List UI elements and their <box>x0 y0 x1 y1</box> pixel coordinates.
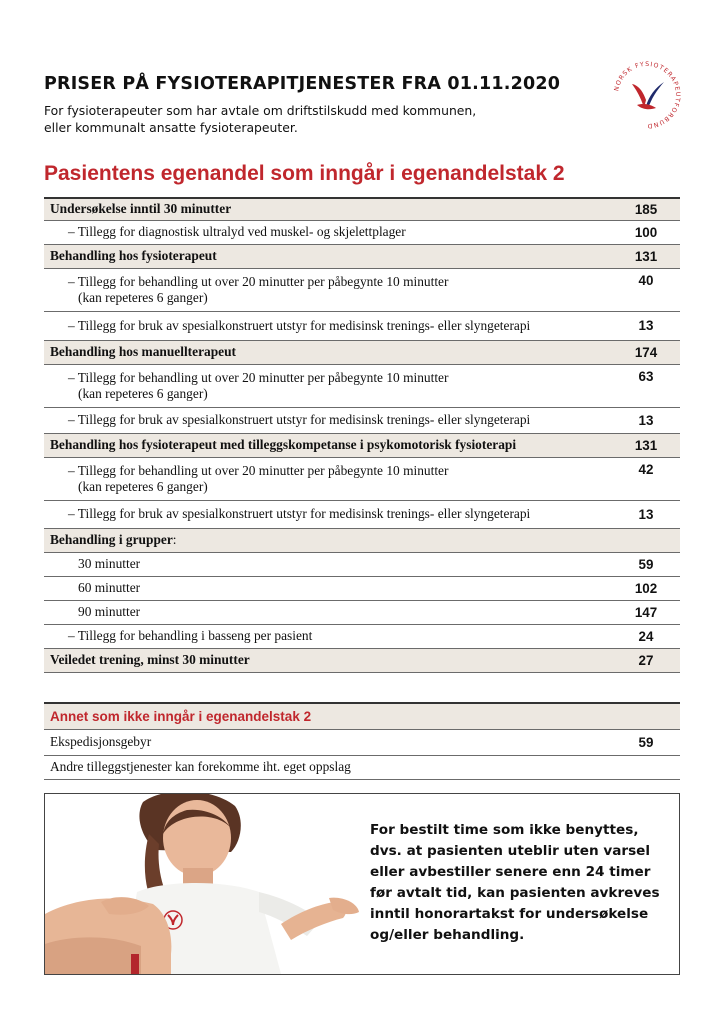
row-price: 40 <box>612 268 680 311</box>
row-price: 131 <box>612 433 680 457</box>
notice-line: dvs. at pasienten uteblir uten varsel <box>370 843 651 859</box>
table-row <box>44 407 680 433</box>
section-title-other: Annet som ikke inngår i egenandelstak 2 <box>44 703 680 729</box>
table-row <box>44 340 680 364</box>
row-label-note: (kan repeteres 6 ganger) <box>78 289 208 305</box>
table-row <box>44 500 680 528</box>
logo-text: NORSK FYSIOTERAPEUTFORBUND <box>613 60 682 130</box>
table-row <box>44 220 680 244</box>
table-row <box>44 729 680 755</box>
other-fees-table <box>44 702 680 780</box>
row-price: 13 <box>612 407 680 433</box>
row-price: 131 <box>612 244 680 268</box>
table-row <box>44 600 680 624</box>
table-row <box>44 552 680 576</box>
row-price <box>612 755 680 779</box>
notice-line: inntil honorartakst for undersøkelse <box>370 906 649 922</box>
table-row <box>44 703 680 729</box>
row-label: Behandling i grupper <box>50 532 173 547</box>
row-price: 42 <box>612 457 680 500</box>
row-label: Andre tilleggstjenester kan forekomme iht. eget oppslag <box>44 755 612 779</box>
row-price: 147 <box>612 600 680 624</box>
row-label: Behandling hos fysioterapeut <box>44 244 612 268</box>
row-label: – Tillegg for bruk av spesialkonstruert utstyr for medisinsk trenings- eller slyngeterapi <box>68 506 531 521</box>
section-title-egenandel: Pasientens egenandel som inngår i egenandelstak 2 <box>44 162 565 185</box>
notice-line: eller avbestiller senere enn 24 timer <box>370 864 651 880</box>
notice-box <box>44 793 680 975</box>
table-row <box>44 198 680 220</box>
page-title: PRISER PÅ FYSIOTERAPITJENESTER FRA 01.11.2020 <box>44 74 561 94</box>
notice-line: før avtalt tid, kan pasienten avkreves <box>370 885 660 901</box>
row-label-group <box>44 528 612 552</box>
row-price: 13 <box>612 311 680 340</box>
table-row <box>44 755 680 779</box>
table-row <box>44 433 680 457</box>
row-label: – Tillegg for behandling i basseng per pasient <box>68 628 313 643</box>
row-label: Undersøkelse inntil 30 minutter <box>44 198 612 220</box>
row-label: – Tillegg for diagnostisk ultralyd ved muskel- og skjelettplager <box>68 224 406 239</box>
price-table <box>44 197 680 673</box>
page-subtitle <box>44 102 524 136</box>
row-price: 24 <box>612 624 680 648</box>
table-row <box>44 624 680 648</box>
row-label-note: (kan repeteres 6 ganger) <box>78 385 208 401</box>
row-price: 174 <box>612 340 680 364</box>
row-label-suffix: : <box>172 532 177 547</box>
row-label: Ekspedisjonsgebyr <box>44 729 612 755</box>
table-row <box>44 311 680 340</box>
table-row <box>44 244 680 268</box>
row-label: – Tillegg for behandling ut over 20 minutter per påbegynte 10 minutter <box>68 369 449 385</box>
row-label-note: (kan repeteres 6 ganger) <box>78 478 208 494</box>
subtitle-line-1: For fysioterapeuter som har avtale om driftstilskudd med kommunen, <box>44 103 477 118</box>
table-row <box>44 268 680 311</box>
row-label: – Tillegg for bruk av spesialkonstruert utstyr for medisinsk trenings- eller slyngeterapi <box>68 317 531 333</box>
row-price: 100 <box>612 220 680 244</box>
row-label: – Tillegg for bruk av spesialkonstruert utstyr for medisinsk trenings- eller slyngeterapi <box>68 412 531 427</box>
row-label: 30 minutter <box>78 556 141 571</box>
table-row <box>44 576 680 600</box>
notice-line: og/eller behandling. <box>370 927 525 943</box>
table-row <box>44 528 680 552</box>
row-label: Behandling hos fysioterapeut med tilleggskompetanse i psykomotorisk fysioterapi <box>44 433 612 457</box>
notice-line: For bestilt time som ikke benyttes, <box>370 822 639 838</box>
row-price: 185 <box>612 198 680 220</box>
table-row <box>44 457 680 500</box>
row-price: 13 <box>612 500 680 528</box>
row-label: Behandling hos manuellterapeut <box>44 340 612 364</box>
row-label: – Tillegg for behandling ut over 20 minutter per påbegynte 10 minutter <box>68 462 449 478</box>
table-row <box>44 364 680 407</box>
no-show-notice <box>370 820 670 946</box>
norsk-fysioterapeutforbund-logo <box>610 58 684 132</box>
row-price <box>612 528 680 552</box>
row-label: 60 minutter <box>78 580 141 595</box>
physiotherapist-photo <box>45 794 375 974</box>
row-label: 90 minutter <box>78 604 141 619</box>
row-price: 63 <box>612 364 680 407</box>
table-row <box>44 648 680 672</box>
subtitle-line-2: eller kommunalt ansatte fysioterapeuter. <box>44 120 298 135</box>
row-label: – Tillegg for behandling ut over 20 minutter per påbegynte 10 minutter <box>68 273 449 289</box>
row-label: Veiledet trening, minst 30 minutter <box>44 648 612 672</box>
row-price: 102 <box>612 576 680 600</box>
row-price: 59 <box>612 552 680 576</box>
svg-text:NORSK FYSIOTERAPEUTFORBUND <box>613 61 681 129</box>
row-price: 59 <box>612 729 680 755</box>
row-price: 27 <box>612 648 680 672</box>
